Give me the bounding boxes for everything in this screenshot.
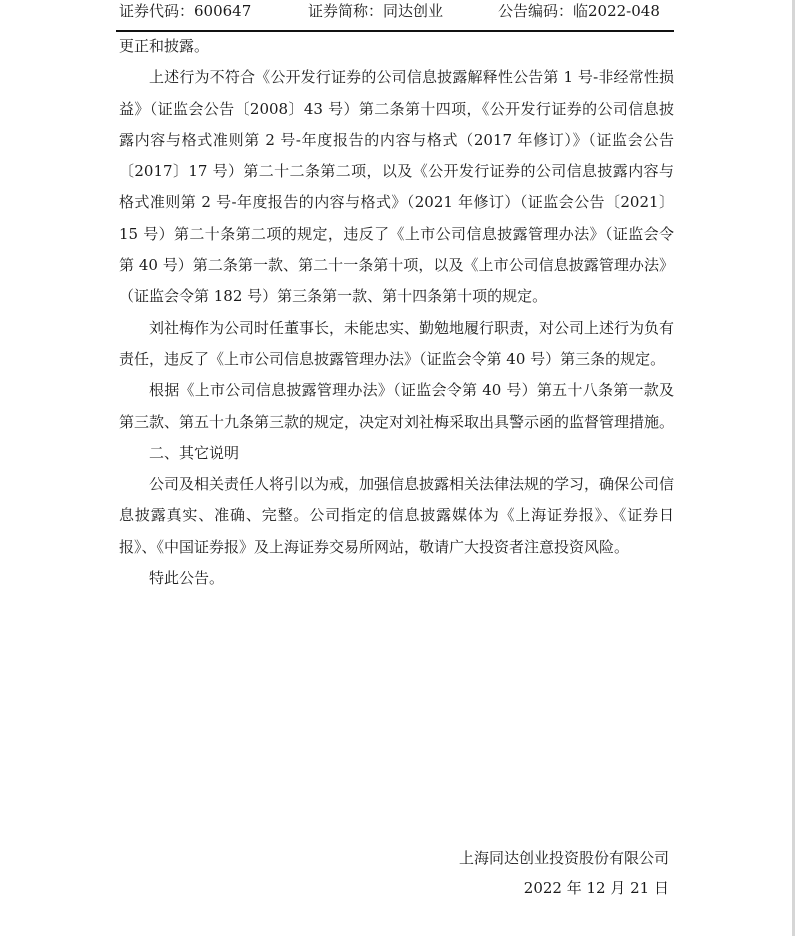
paragraph-company-commitment: 公司及相关责任人将引以为戒，加强信息披露相关法律法规的学习，确保公司信息披露真实、准确、完整。公司指定的信息披露媒体为《上海证券报》、《证券日报》、《中国证券报》及上海证券交易所网站，敬请广大投资者注意投资风险。 [119,475,675,556]
paragraph-violation-rules: 上述行为不符合《公开发行证券的公司信息披露解释性公告第 1 号-非经常性损益》（证监会公告〔2008〕43 号）第二条第十四项，《公开发行证券的公司信息披露内容与格式准则第 2 号-年度报告的内容与格式（2017 年修订）》（证监会公告〔2017〕17 号）第二十二条第二项，以及《公开发行证券的公司信息披露内容与格式准则第 2 号-年度报告的内容与格式》（2021 年修订）（证监会公告〔2021〕15 号）第二十条第二项的规定，违反了《上市公司信息披露管理办法》（证监会令第 40 号）第二条第一款、第二十一条第十项，以及《上市公司信息披露管理办法》（证监会令第 182 号）第三条第一款、第十四条第十项的规定。 [119,68,674,306]
paragraph-regulatory-measure: 根据《上市公司信息披露管理办法》（证监会令第 40 号）第五十八条第一款及第三款、第五十九条第三款的规定，决定对刘社梅采取出具警示函的监督管理措施。 [119,381,675,431]
page-header [119,0,674,22]
section-heading-other-notes: 二、其它说明 [149,443,240,462]
announcement-number: 公告编码：临2022-048 [498,2,660,20]
signature-date: 2022 年 12 月 21 日 [523,879,669,897]
security-code: 证券代码：600647 [119,2,252,20]
signature-company: 上海同达创业投资股份有限公司 [458,849,669,867]
paragraph-continuation: 更正和披露。 [119,37,210,55]
announcement-body [119,31,674,594]
paragraph-chairman-responsibility: 刘社梅作为公司时任董事长，未能忠实、勤勉地履行职责，对公司上述行为负有责任，违反了《上市公司信息披露管理办法》（证监会令第 40 号）第三条的规定。 [119,318,675,368]
security-short-name: 证券简称：同达创业 [308,2,444,20]
paragraph-closing: 特此公告。 [149,569,225,588]
